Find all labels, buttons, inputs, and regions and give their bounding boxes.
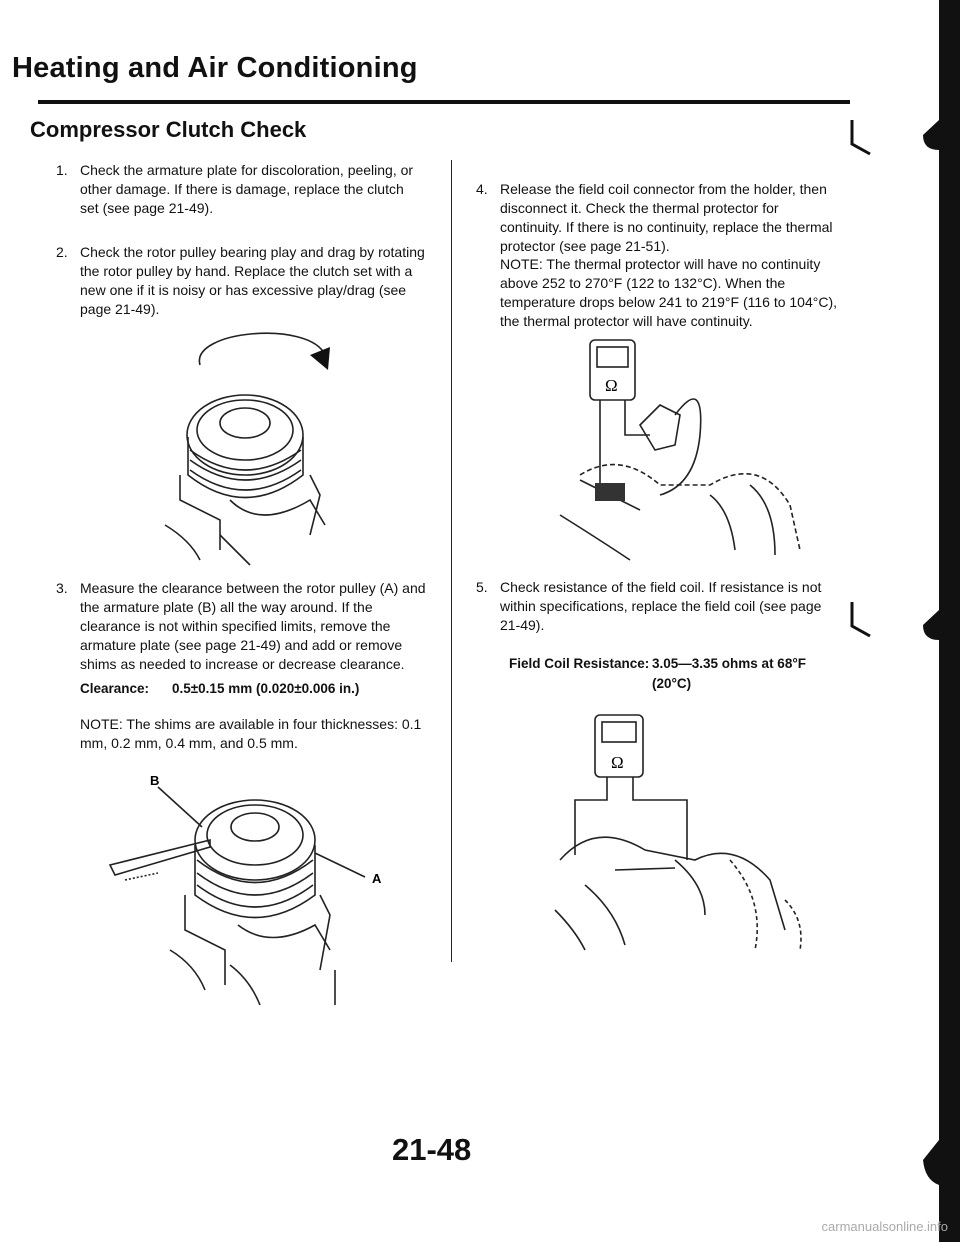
- title-rule: [38, 100, 850, 104]
- leader-a: [315, 853, 365, 877]
- arrow-head-icon: [310, 347, 330, 370]
- step-number: 1.: [56, 162, 68, 178]
- watermark[interactable]: carmanualsonline.info: [821, 1219, 948, 1234]
- page-number: 21-48: [392, 1132, 472, 1167]
- clearance-label: Clearance:: [80, 681, 150, 696]
- step-number: 4.: [476, 181, 488, 197]
- step-1: [56, 161, 426, 218]
- field-coil-value: 3.05—3.35 ohms at 68°F: [652, 656, 806, 671]
- step-number: 2.: [56, 244, 68, 260]
- step-2: [56, 243, 426, 319]
- section-heading: Compressor Clutch Check: [30, 117, 307, 142]
- binding-edge: [923, 0, 960, 1242]
- field-coil-figure: [555, 710, 825, 960]
- rotation-arrow: [199, 333, 325, 365]
- leader-b: [158, 787, 202, 827]
- step-text: Check the armature plate for discoloration, peeling, or other damage. If there is damage, replace the clutch set (see page 21-49).: [80, 162, 414, 216]
- page-title: Heating and Air Conditioning: [12, 52, 418, 84]
- label-b: B: [150, 773, 160, 788]
- step-text: Release the field coil connector from the holder, then disconnect it. Check the thermal protector for continuity. If there is no continuity, replace the thermal protector (see page 21-51).: [500, 181, 833, 254]
- step-4: [476, 180, 838, 256]
- step-text: Measure the clearance between the rotor pulley (A) and the armature plate (B) all the way around. If the clearance is not within specified limits, remove the armature plate (see page 21-49) and add or remove shims as needed to increase or decrease clearance.: [80, 580, 426, 672]
- step-text: Check the rotor pulley bearing play and drag by rotating the rotor pulley by hand. Replace the clutch set with a new one if it is noisy or has excessive play/drag (see page 21-49).: [80, 244, 425, 317]
- ohm-icon: Ω: [611, 753, 624, 772]
- step-text: Check resistance of the field coil. If resistance is not within specifications, replace the field coil (see page 21-49).: [500, 579, 822, 633]
- label-a: A: [372, 871, 382, 886]
- thermal-protector-figure: [560, 335, 820, 560]
- step-number: 5.: [476, 579, 488, 595]
- corner-mark-1: [848, 118, 878, 158]
- field-coil-label: Field Coil Resistance:: [509, 656, 650, 671]
- column-divider: [451, 160, 452, 962]
- clearance-value: 0.5±0.15 mm (0.020±0.006 in.): [172, 681, 360, 696]
- step-3: [56, 579, 426, 674]
- step-5: [476, 578, 844, 635]
- step-number: 3.: [56, 580, 68, 596]
- ohm-icon: Ω: [605, 376, 618, 395]
- thermal-note: NOTE: The thermal protector will have no continuity above 252 to 270°F (122 to 132°C). When the temperature drops below 241 to 219°F (116 to 104°C), the thermal protector will have continuity.: [500, 256, 838, 329]
- field-coil-value-temp: (20°C): [652, 676, 692, 691]
- pulley-rotation-figure: [160, 325, 360, 565]
- corner-mark-2: [848, 600, 878, 640]
- clearance-figure: [110, 765, 430, 1020]
- connector: [640, 405, 680, 450]
- shim-note: NOTE: The shims are available in four thicknesses: 0.1 mm, 0.2 mm, 0.4 mm, and 0.5 mm.: [80, 716, 422, 751]
